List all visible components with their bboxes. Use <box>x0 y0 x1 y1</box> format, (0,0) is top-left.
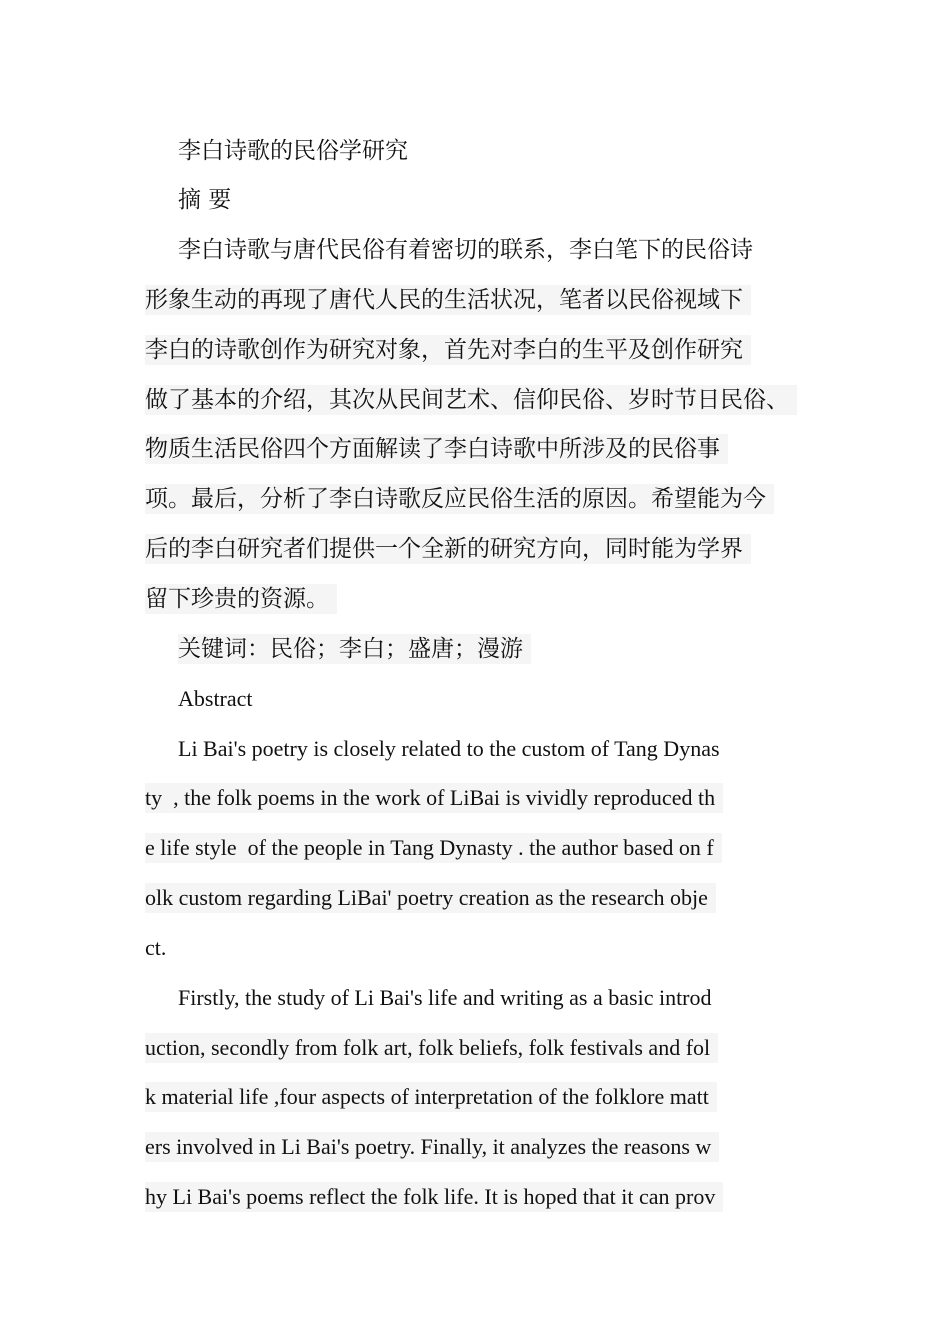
english-paragraph-line: ct. <box>145 935 167 960</box>
english-abstract-heading: Abstract <box>178 686 253 711</box>
english-paragraph-line: ty , the folk poems in the work of LiBai is vividly reproduced th <box>145 783 723 813</box>
english-paragraph-line: k material life ,four aspects of interpretation of the folklore matt <box>145 1082 717 1112</box>
english-paragraph-line: olk custom regarding LiBai' poetry creation as the research obje <box>145 883 716 913</box>
english-paragraph-line: Li Bai's poetry is closely related to the custom of Tang Dynas <box>178 736 720 761</box>
english-paragraph-line: hy Li Bai's poems reflect the folk life. It is hoped that it can prov <box>145 1182 723 1212</box>
keywords: 关键词：民俗；李白；盛唐；漫游 <box>178 634 531 664</box>
abstract-line: 做了基本的介绍，其次从民间艺术、信仰民俗、岁时节日民俗、 <box>145 385 797 415</box>
english-paragraph-line: Firstly, the study of Li Bai's life and writing as a basic introd <box>178 985 712 1010</box>
abstract-line: 后的李白研究者们提供一个全新的研究方向，同时能为学界 <box>145 534 751 564</box>
abstract-line: 李白的诗歌创作为研究对象，首先对李白的生平及创作研究 <box>145 335 751 365</box>
abstract-line: 项。最后，分析了李白诗歌反应民俗生活的原因。希望能为今 <box>145 484 774 514</box>
abstract-line: 留下珍贵的资源。 <box>145 584 337 614</box>
abstract-line: 李白诗歌与唐代民俗有着密切的联系，李白笔下的民俗诗 <box>178 237 753 263</box>
abstract-heading: 摘 要 <box>178 187 232 213</box>
english-paragraph-line: uction, secondly from folk art, folk beliefs, folk festivals and fol <box>145 1033 718 1063</box>
document-title: 李白诗歌的民俗学研究 <box>178 138 408 164</box>
abstract-line: 物质生活民俗四个方面解读了李白诗歌中所涉及的民俗事 <box>145 434 728 464</box>
english-paragraph-line: e life style of the people in Tang Dynasty . the author based on f <box>145 833 722 863</box>
english-paragraph-line: ers involved in Li Bai's poetry. Finally, it analyzes the reasons w <box>145 1132 719 1162</box>
abstract-line: 形象生动的再现了唐代人民的生活状况，笔者以民俗视域下 <box>145 285 751 315</box>
